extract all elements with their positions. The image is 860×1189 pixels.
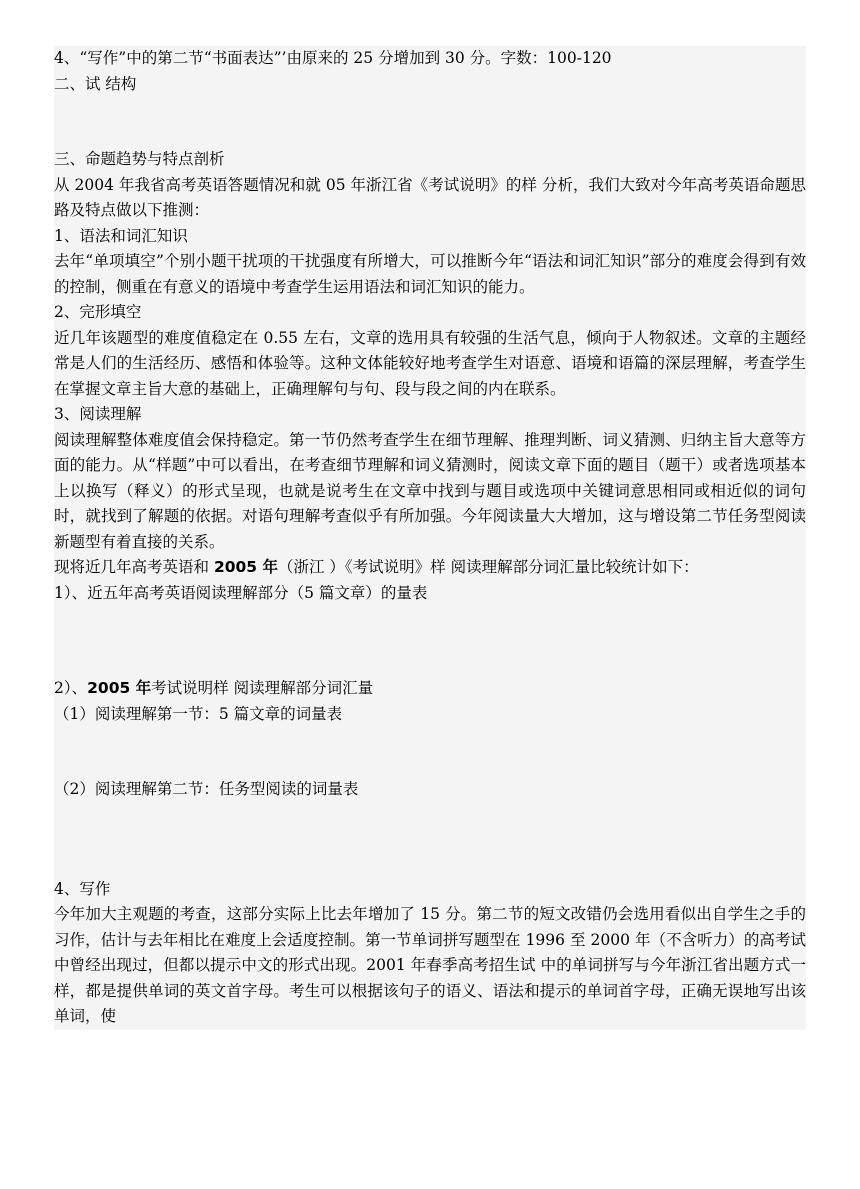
text-run-bold: 2005 年 (87, 679, 152, 697)
subsection-heading: 1、语法和词汇知识 (54, 224, 806, 250)
text-run-bold: 2005 年 (213, 558, 278, 576)
list-item (54, 676, 806, 702)
subsection-heading: 3、阅读理解 (54, 402, 806, 428)
text-run: 现将近几年高考英语和 (54, 558, 214, 576)
section-heading: 三、命题趋势与特点剖析 (54, 147, 806, 173)
paragraph: 去年“单项填空”个别小题干扰项的干扰强度有所增大，可以推断今年“语法和词汇知识”部分的难度会得到有效的控制，侧重在有意义的语境中考查学生运用语法和词汇知识的能力。 (54, 249, 806, 300)
blank-space (54, 727, 806, 777)
subsection-heading: 4、写作 (54, 877, 806, 903)
text-run: （浙江 ）《考试说明》样 阅读理解部分词汇量比较统计如下： (277, 558, 699, 576)
text-line: 4、“写作”中的第二节“书面表达”’由原来的 25 分增加到 30 分。字数：100-120 (54, 46, 806, 72)
paragraph: 近几年该题型的难度值稳定在 0.55 左右，文章的选用具有较强的生活气息，倾向于人物叙述。文章的主题经常是人们的生活经历、感悟和体验等。这种文体能较好地考查学生对语意、语境和语篇的深层理解，考查学生在掌握文章主旨大意的基础上，正确理解句与句、段与段之间的内在联系。 (54, 326, 806, 403)
list-item: （2）阅读理解第二节：任务型阅读的词量表 (54, 777, 806, 803)
section-heading: 二、试 结构 (54, 72, 806, 98)
document-page (54, 46, 806, 1030)
blank-space (54, 803, 806, 877)
paragraph (54, 555, 806, 581)
paragraph: 今年加大主观题的考查，这部分实际上比去年增加了 15 分。第二节的短文改错仍会选用看似出自学生之手的习作，估计与去年相比在难度上会适度控制。第一节单词拼写题型在 1996 至 2000 年（不含听力）的高考试 中曾经出现过，但都以提示中文的形式出现。2001 年春季高考招生试 中的单词拼写与今年浙江省出题方式一样，都是提供单词的英文首字母。考生可以根据该句子的语义、语法和提示的单词首字母，正确无误地写出该单词，使 (54, 902, 806, 1030)
blank-space (54, 97, 806, 147)
list-item: （1）阅读理解第一节：5 篇文章的词量表 (54, 702, 806, 728)
list-item: 1）、近五年高考英语阅读理解部分（5 篇文章）的量表 (54, 581, 806, 607)
subsection-heading: 2、完形填空 (54, 300, 806, 326)
paragraph: 从 2004 年我省高考英语答题情况和就 05 年浙江省《考试说明》的样 分析，我们大致对今年高考英语命题思路及特点做以下推测： (54, 173, 806, 224)
text-run: 2）、 (54, 679, 88, 697)
blank-space (54, 606, 806, 676)
paragraph: 阅读理解整体难度值会保持稳定。第一节仍然考查学生在细节理解、推理判断、词义猜测、归纳主旨大意等方面的能力。从“样题”中可以看出，在考查细节理解和词义猜测时，阅读文章下面的题目（题干）或者选项基本上以换写（释义）的形式呈现，也就是说考生在文章中找到与题目或选项中关键词意思相同或相近似的词句时，就找到了解题的依据。对语句理解考查似乎有所加强。今年阅读量大大增加，这与增设第二节任务型阅读新题型有着直接的关系。 (54, 428, 806, 556)
text-run: 考试说明样 阅读理解部分词汇量 (151, 679, 374, 697)
